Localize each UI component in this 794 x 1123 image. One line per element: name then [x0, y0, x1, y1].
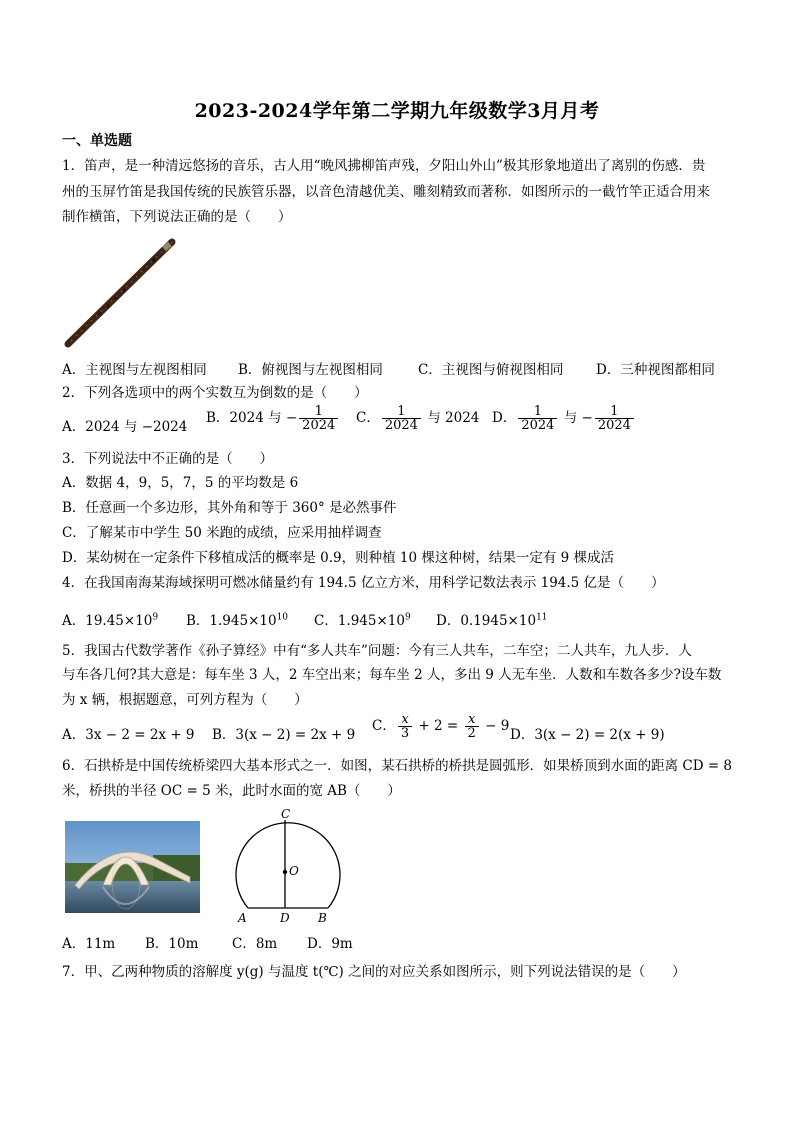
q4-stem: 4．在我国南海某海域探明可燃冰储量约有 194.5 亿立方米，用科学记数法表示 194.5 亿是（ ）	[62, 575, 665, 591]
q2-option-b	[206, 405, 340, 432]
q3-option-d: D．某幼树在一定条件下移植成活的概率是 0.9，则种植 10 棵这种树，结果一定有 9 棵成活	[62, 550, 615, 566]
q6-option-a: A．11m	[62, 936, 116, 952]
q2-d-fraction-1: $\frac{1}{2024}$	[518, 405, 557, 432]
q7-stem: 7．甲、乙两种物质的溶解度 y(g) 与温度 t(℃) 之间的对应关系如图所示，则下列说法错误的是（ ）	[62, 964, 686, 980]
q5-line-2: 与车各几何?其大意是：每车坐 3 人，2 车空出来；每车坐 2 人，多出 9 人无车坐．人数和车数各多少?设车数	[62, 667, 722, 683]
q1-line-1: 1．笛声，是一种清远悠扬的音乐，古人用“晚风拂柳笛声残，夕阳山外山”极其形象地道出了离别的伤感．贵	[62, 158, 706, 174]
q6-line-1: 6．石拱桥是中国传统桥梁四大基本形式之一．如图，某石拱桥的桥拱是圆弧形．如果桥顶到水面的距离 CD = 8	[62, 758, 733, 774]
q1-option-a: A．主视图与左视图相同	[62, 362, 207, 378]
exam-title: 2023-2024学年第二学期九年级数学3月月考	[194, 100, 600, 122]
label-d: D	[280, 911, 290, 924]
q2-option-d: D． $\frac{1}{2024}$ 与 − $\frac{1}{2024}$	[492, 405, 636, 432]
q3-option-c: C．了解某市中学生 50 米跑的成绩，应采用抽样调查	[62, 525, 382, 541]
q4-option-c: C．$1.945\times 10^9$	[314, 612, 411, 629]
label-a: A	[238, 911, 247, 924]
q3-stem: 3．下列说法中不正确的是（ ）	[62, 451, 274, 467]
arch-circle-diagram	[228, 806, 348, 924]
q1-option-c: C．主视图与俯视图相同	[418, 362, 564, 378]
q2-option-c: C． $\frac{1}{2024}$ 与 2024	[356, 404, 480, 433]
q1-line-2: 州的玉屏竹笛是我国传统的民族管乐器，以音色清越优美、雕刻精致而著称．如图所示的一截竹竿正适合用来	[62, 184, 710, 200]
q2-stem: 2．下列各选项中的两个实数互为倒数的是（ ）	[62, 385, 368, 401]
q1-option-b: B．俯视图与左视图相同	[238, 362, 383, 378]
q4-option-b: B．$1.945\times 10^{10}$	[186, 612, 289, 629]
q5-option-c: C． $\frac{x}{3}$ + 2 = $\frac{x}{2}$ − 9	[372, 712, 510, 741]
q5-c-fraction-1: $\frac{x}{3}$	[398, 713, 412, 740]
q5-option-a: A．3x − 2 = 2x + 9	[62, 727, 195, 743]
q2-b-fraction: $\frac{1}{2024}$	[299, 405, 338, 432]
q6-line-2: 米，桥拱的半径 OC = 5 米，此时水面的宽 AB（ ）	[62, 783, 401, 799]
q3-option-b: B．任意画一个多边形，其外角和等于 360° 是必然事件	[62, 500, 397, 516]
q5-option-d: D．3(x − 2) = 2(x + 9)	[510, 727, 665, 743]
q5-line-1: 5．我国古代数学著作《孙子算经》中有“多人共车”问题：今有三人共车，二车空；二人共车，九人步．人	[62, 643, 692, 659]
label-c: C	[281, 807, 291, 821]
q5-c-fraction-2: $\frac{x}{2}$	[465, 713, 479, 740]
q3-option-a: A．数据 4，9，5，7，5 的平均数是 6	[62, 475, 299, 491]
label-b: B	[318, 911, 327, 924]
q2-d-fraction-2: $\frac{1}{2024}$	[595, 405, 634, 432]
q5-line-3: 为 x 辆，根据题意，可列方程为（ ）	[62, 692, 308, 708]
q6-option-c: C．8m	[232, 936, 278, 952]
q4-option-d: D．$0.1945\times 10^{11}$	[436, 612, 548, 629]
q2-c-fraction: $\frac{1}{2024}$	[382, 405, 421, 432]
q2-option-a: A．2024 与 −2024	[62, 419, 188, 435]
q6-option-d: D．9m	[307, 936, 353, 952]
q4-option-a: A．$19.45\times 10^9$	[62, 612, 159, 629]
q6-option-b: B．10m	[145, 936, 199, 952]
q2-option-b-text: B．2024 与 −	[206, 410, 298, 426]
bamboo-flute-image	[64, 238, 176, 350]
section-heading: 一、单选题	[62, 133, 132, 149]
q5-option-b: B．3(x − 2) = 2x + 9	[212, 727, 356, 743]
stone-arch-bridge-photo	[65, 821, 200, 913]
label-o: O	[289, 864, 299, 878]
q1-line-3: 制作横笛，下列说法正确的是（ ）	[62, 209, 292, 225]
q1-option-d: D．三种视图都相同	[596, 362, 715, 378]
